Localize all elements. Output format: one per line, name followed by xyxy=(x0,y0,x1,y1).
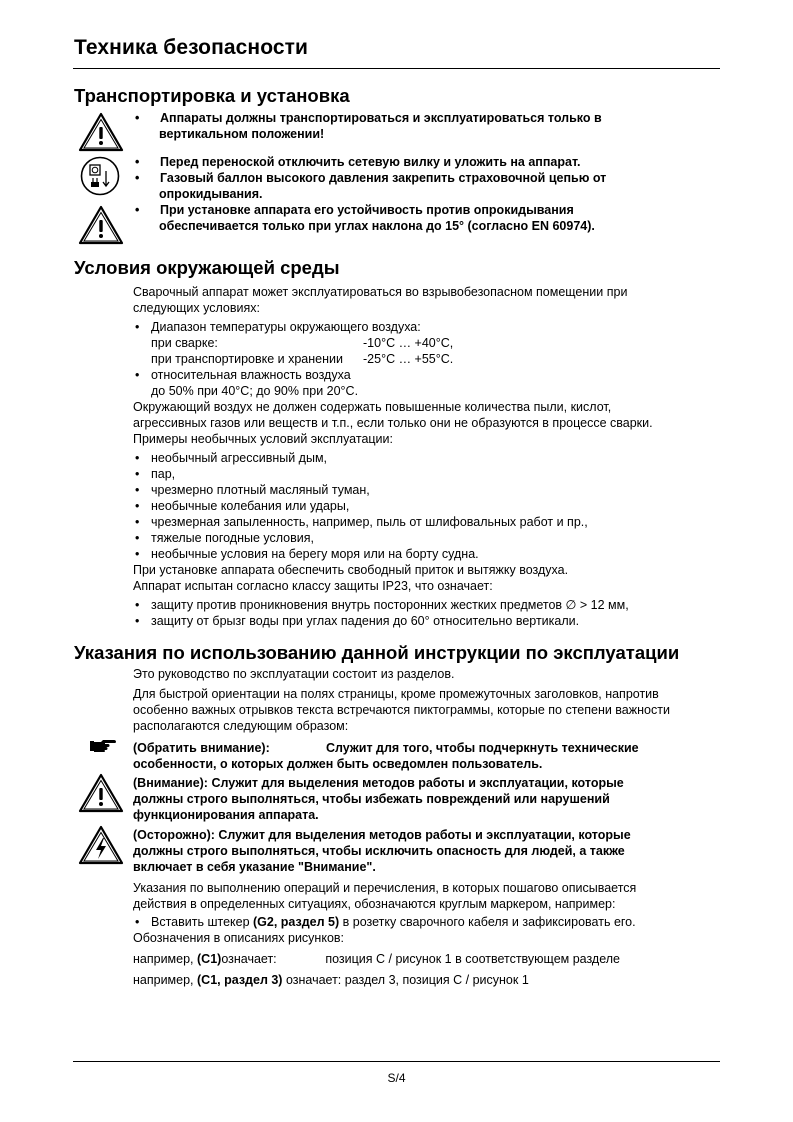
list-item: • Вставить штекер (G2, раздел 5) в розетку сварочного кабеля и зафиксировать его. xyxy=(133,914,636,930)
environment-body xyxy=(133,284,653,629)
paragraph: следующих условиях: xyxy=(133,301,260,315)
warning-triangle-icon xyxy=(78,205,124,245)
list-item: • защиту от брызг воды при углах падения до 60° относительно вертикали. xyxy=(133,613,653,629)
paragraph: Сварочный аппарат может эксплуатироваться во взрывобезопасном помещении при xyxy=(133,285,628,299)
list-item: • Аппараты должны транспортироваться и эксплуатироваться только в xyxy=(133,110,606,126)
paragraph: При установке аппарата обеспечить свободный приток и вытяжку воздуха. xyxy=(133,563,569,577)
example-row: например, (C1, раздел 3) означает: раздел 3, позиция С / рисунок 1 xyxy=(133,973,529,987)
paragraph: Аппарат испытан согласно классу защиты IP23, что означает: xyxy=(133,579,493,593)
list-item: • тяжелые погодные условия, xyxy=(133,530,653,546)
high-voltage-icon xyxy=(78,825,124,865)
paragraph: особенно важных отрывков текста встречаются пиктограммы, которые по степени важности xyxy=(133,703,670,717)
caution-block: (Осторожно): Служит для выделения методов работы и эксплуатации, которые должны строго выполняться, чтобы исключить опасность для людей, а также включает в себя указание "Внимание". xyxy=(133,828,631,874)
list-item: • необычный агрессивный дым, xyxy=(133,450,653,466)
header-rule xyxy=(73,68,720,69)
list-item-continuation: до 50% при 40°C; до 90% при 20°C. xyxy=(151,384,359,398)
list-item: • чрезмерная запыленность, например, пыль от шлифовальных работ и пр., xyxy=(133,514,653,530)
example-row: например, (C1)означает: позиция С / рисунок 1 в соответствующем разделе xyxy=(133,952,621,966)
list-item-continuation: опрокидывания. xyxy=(159,187,263,201)
pointing-hand-icon xyxy=(90,739,116,753)
list-item: • Газовый баллон высокого давления закрепить страховочной цепью от xyxy=(133,170,606,186)
paragraph: располагаются следующим образом: xyxy=(133,719,349,733)
instructions-body xyxy=(133,666,670,734)
page-title: Техника безопасности xyxy=(74,36,309,59)
list-item: • Перед переноской отключить сетевую вилку и уложить на аппарат. xyxy=(133,154,606,170)
page-number: S/4 xyxy=(387,1071,406,1085)
note-block: (Обратить внимание): Служит для того, чтобы подчеркнуть технические особенности, о которых должен быть осведомлен пользователь. xyxy=(133,741,639,771)
paragraph: агрессивных газов или веществ и т.п., если только они не образуются в процессе сварки. xyxy=(133,416,653,430)
temp-weld-row: при сварке: -10°C … +40°C, xyxy=(151,336,454,350)
warning-triangle-icon xyxy=(78,773,124,813)
list-item: • чрезмерно плотный масляный туман, xyxy=(133,482,653,498)
instructions-heading: Указания по использованию данной инструкции по эксплуатации xyxy=(74,642,680,663)
transport-list xyxy=(133,110,606,234)
temp-store-row: при транспортировке и хранении -25°C … +55°C. xyxy=(151,352,454,366)
list-item: • необычные колебания или удары, xyxy=(133,498,653,514)
list-item-continuation: вертикальном положении! xyxy=(159,127,325,141)
paragraph: Указания по выполнению операций и перечисления, в которых пошагово описывается xyxy=(133,881,637,895)
list-item: • необычные условия на берегу моря или на борту судна. xyxy=(133,546,653,562)
list-item: • пар, xyxy=(133,466,653,482)
warning-triangle-icon xyxy=(78,112,124,152)
list-item: • При установке аппарата его устойчивость против опрокидывания xyxy=(133,202,606,218)
instructions-tail xyxy=(133,880,636,988)
paragraph: Окружающий воздух не должен содержать повышенные количества пыли, кислот, xyxy=(133,400,612,414)
paragraph: Для быстрой ориентации на полях страницы, кроме промежуточных заголовков, напротив xyxy=(133,687,659,701)
paragraph: Примеры необычных условий эксплуатации: xyxy=(133,432,393,446)
transport-heading: Транспортировка и установка xyxy=(74,85,350,106)
list-item: • относительная влажность воздуха xyxy=(133,367,653,383)
paragraph: Это руководство по эксплуатации состоит из разделов. xyxy=(133,667,455,681)
paragraph: Обозначения в описаниях рисунков: xyxy=(133,931,345,945)
footer-rule xyxy=(73,1061,720,1062)
paragraph: действия в определенных ситуациях, обозначаются круглым маркером, например: xyxy=(133,897,616,911)
list-item-continuation: обеспечивается только при углах наклона до 15° (согласно EN 60974). xyxy=(159,219,595,233)
list-item: • Диапазон температуры окружающего воздуха: xyxy=(133,319,653,335)
attention-block: (Внимание): Служит для выделения методов работы и эксплуатации, которые должны строго выполняться, чтобы избежать повреждений или нарушений функционирования аппарата. xyxy=(133,776,624,822)
environment-heading: Условия окружающей среды xyxy=(74,257,340,278)
list-item: • защиту против проникновения внутрь посторонних жестких предметов ∅ > 12 мм, xyxy=(133,597,653,613)
unplug-icon xyxy=(80,156,120,196)
